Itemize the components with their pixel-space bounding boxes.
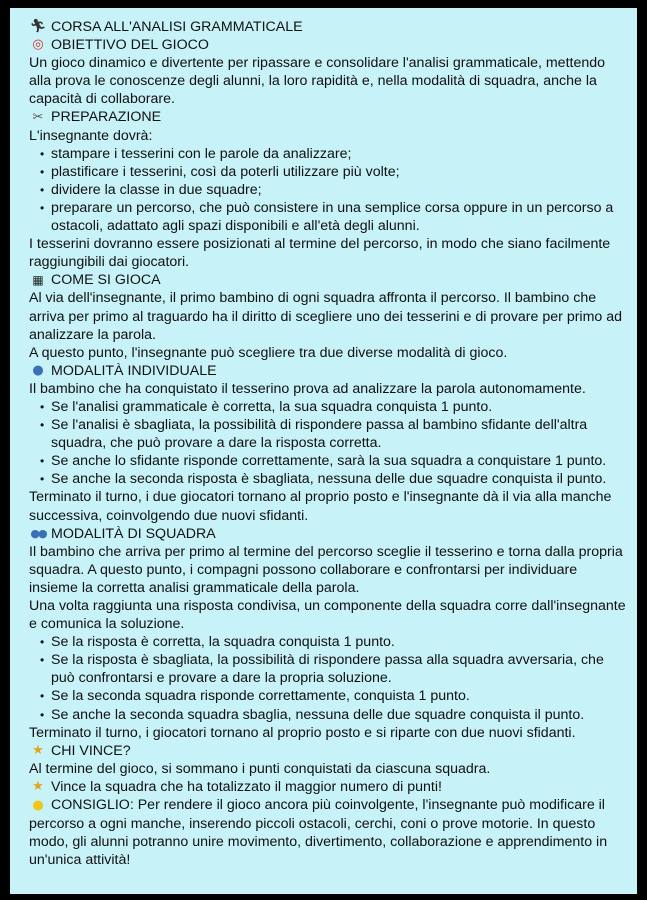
list-item: • Se la seconda squadra risponde correttamente, conquista 1 punto. (51, 687, 627, 705)
runner-icon: 🏃︎ (29, 19, 47, 35)
people-icon: ●● (30, 526, 46, 540)
document-title-text: CORSA ALL'ANALISI GRAMMATICALE (51, 19, 303, 35)
person-icon: ● (32, 362, 44, 378)
list-item: • Se anche la seconda risposta è sbagliata, nessuna delle due squadre conquista il punto. (51, 470, 627, 488)
lightbulb-icon: ● (32, 798, 44, 814)
list-item: • Se l'analisi grammaticale è corretta, la sua squadra conquista 1 punto. (51, 398, 627, 416)
section-heading-come-si-gioca (29, 271, 627, 289)
preparazione-intro: L'insegnante dovrà: (29, 127, 153, 144)
trophy-icon: ★ (32, 778, 44, 794)
list-item: • preparare un percorso, che può consistere in una semplice corsa oppure in un percorso a ostacoli, adattato agli spazi disponibili e all'età degli alunni. (51, 199, 627, 235)
list-item: • Se l'analisi è sbagliata, la possibilità di rispondere passa al bambino sfidante dell'altra squadra, che può provare a dare la risposta corretta. (51, 416, 627, 452)
list-item: • plastificare i tesserini, così da poterli utilizzare più volte; (51, 163, 627, 181)
list-item: • Se anche la seconda squadra sbaglia, nessuna delle due squadre conquista il punto. (51, 706, 627, 724)
list-item: • Se la risposta è corretta, la squadra conquista 1 punto. (51, 633, 627, 651)
squadra-p1: Il bambino che arriva per primo al termine del percorso sceglie il tesserino e torna dalla propria squadra. A questo punto, i compagni possono collaborare e confrontarsi per individuare insieme la corretta analisi grammaticale della parola. (29, 543, 623, 596)
section-heading-individuale (29, 362, 627, 380)
document-title (29, 18, 627, 36)
heading-text-preparazione: PREPARAZIONE (51, 109, 162, 126)
preparazione-list (29, 145, 627, 235)
section-heading-squadra (29, 525, 627, 543)
individuale-list (29, 398, 627, 488)
come-si-gioca-p2: A questo punto, l'insegnante può scegliere tra due diverse modalità di gioco. (29, 344, 508, 361)
consiglio-text: CONSIGLIO: Per rendere il gioco ancora più coinvolgente, l'insegnante può modificare il percorso a ogni manche, inserendo piccoli ostacoli, cerchi, coni o prove motorie. In questo modo, gli alunni potranno unire movimento, divertimento, collaborazione e apprendimento in un'unica attività! (29, 797, 608, 869)
list-item: • Se la risposta è sbagliata, la possibilità di rispondere passa alla squadra avversaria, che può confrontarsi e provare a dare la propria soluzione. (51, 651, 627, 687)
document-card (10, 8, 637, 894)
consiglio-paragraph (29, 796, 627, 869)
checkered-flag-icon: ▦ (32, 273, 44, 288)
chi-vince-text: Al termine del gioco, si sommano i punti conquistati da ciascuna squadra. (29, 760, 491, 777)
individuale-intro: Il bambino che ha conquistato il tesserino prova ad analizzare la parola autonomamente. (29, 380, 586, 397)
individuale-outro: Terminato il turno, i due giocatori tornano al proprio posto e l'insegnante dà il via alla manche successiva, coinvolgendo due nuovi sfidanti. (29, 489, 612, 524)
heading-text-come-si-gioca: COME SI GIOCA (51, 272, 161, 289)
target-icon: ◎ (32, 37, 44, 53)
squadra-p2: Una volta raggiunta una risposta condivisa, un componente della squadra corre dall'insegnante e comunica la soluzione. (29, 598, 626, 633)
preparazione-outro: I tesserini dovranno essere posizionati al termine del percorso, in modo che siano facilmente raggiungibili dai giocatori. (29, 236, 611, 271)
heading-text-individuale: MODALITÀ INDIVIDUALE (51, 362, 217, 379)
heading-text-obiettivo: OBIETTIVO DEL GIOCO (51, 37, 209, 54)
scissors-icon: ✂ (32, 109, 44, 125)
list-item: • Se anche lo sfidante risponde correttamente, sarà la sua squadra a conquistare 1 punto. (51, 452, 627, 470)
obiettivo-text: Un gioco dinamico e divertente per ripassare e consolidare l'analisi grammaticale, mettendo alla prova le conoscenze degli alunni, la loro rapidità e, nella modalità di squadra, anche la capacità di collaborare. (29, 55, 606, 108)
section-heading-chi-vince (29, 742, 627, 760)
heading-text-squadra: MODALITÀ DI SQUADRA (51, 525, 216, 542)
heading-text-chi-vince: CHI VINCE? (51, 742, 131, 759)
squadra-outro: Terminato il turno, i giocatori tornano al proprio posto e si riparte con due nuovi sfidanti. (29, 724, 576, 741)
winner-line (29, 778, 627, 796)
section-heading-obiettivo (29, 36, 627, 54)
come-si-gioca-p1: Al via dell'insegnante, il primo bambino di ogni squadra affronta il percorso. Il bambino che arriva per primo al traguardo ha il diritto di scegliere uno dei tesserini e di provare per primo ad analizzare la parola. (29, 290, 623, 343)
section-heading-preparazione (29, 108, 627, 126)
list-item: • stampare i tesserini con le parole da analizzare; (51, 145, 627, 163)
list-item: • dividere la classe in due squadre; (51, 181, 627, 199)
winner-text: Vince la squadra che ha totalizzato il maggior numero di punti! (51, 778, 442, 795)
squadra-list (29, 633, 627, 723)
trophy-icon: ★ (32, 742, 44, 758)
